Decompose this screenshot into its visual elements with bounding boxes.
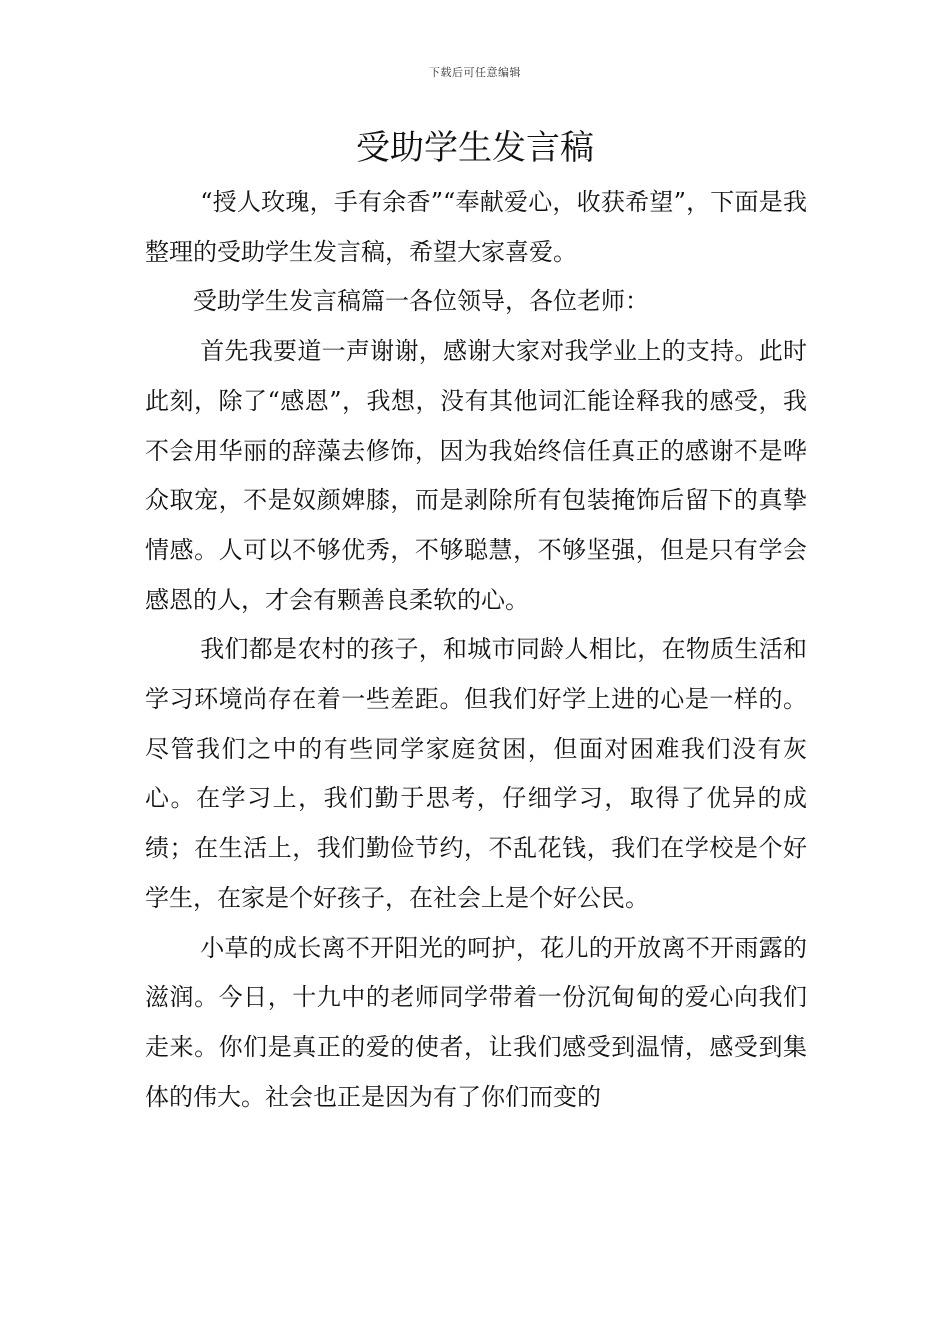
- paragraph-salutation: 受助学生发言稿篇一各位领导，各位老师：: [193, 287, 649, 316]
- document-title: 受助学生发言稿: [356, 128, 594, 168]
- paragraph-rural-students: 我们都是农村的孩子，和城市同龄人相比，在物质生活和学习环境尚存在着一些差距。但我们好学上进的心是一样的。尽管我们之中的有些同学家庭贫困，但面对困难我们没有灰心。在学习上，我们勤于思考，仔细学习，取得了优异的成绩；在生活上，我们勤俭节约，不乱花钱，我们在学校是个好学生，在家是个好孩子，在社会上是个好公民。: [145, 635, 807, 912]
- paragraph-gratitude: 首先我要道一声谢谢，感谢大家对我学业上的支持。此时此刻，除了“感恩”，我想，没有其他词汇能诠释我的感受，我不会用华丽的辞藻去修饰，因为我始终信任真正的感谢不是哗众取宠，不是奴颜婢膝，而是剥除所有包装掩饰后留下的真挚情感。人可以不够优秀，不够聪慧，不够坚强，但是只有学会感恩的人，才会有颗善良柔软的心。: [145, 337, 807, 614]
- header-note: 下载后可任意编辑: [429, 66, 521, 79]
- paragraph-intro: “授人玫瑰，手有余香”“奉献爱心，收获希望”，下面是我整理的受助学生发言稿，希望大家喜爱。: [145, 188, 807, 266]
- document-body: [145, 178, 807, 1122]
- paragraph-love-messengers: 小草的成长离不开阳光的呵护，花儿的开放离不开雨露的滋润。今日，十九中的老师同学带着一份沉甸甸的爱心向我们走来。你们是真正的爱的使者，让我们感受到温情，感受到集体的伟大。社会也正是因为有了你们而变的: [145, 933, 807, 1111]
